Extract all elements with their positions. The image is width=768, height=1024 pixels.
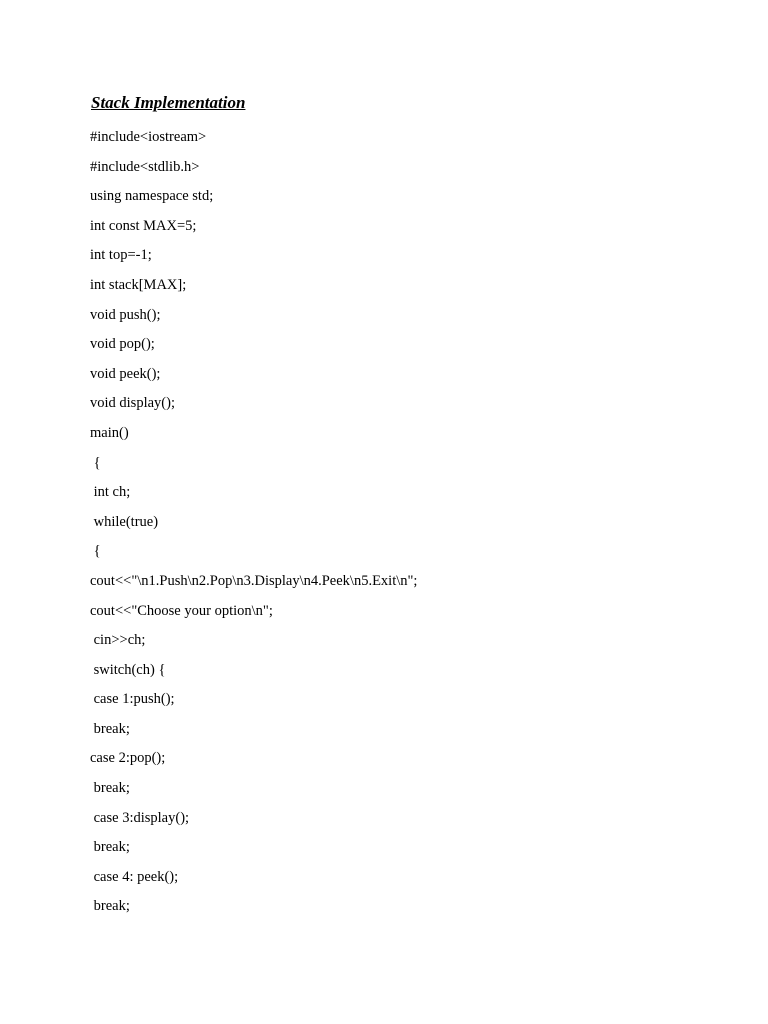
code-line: cout<<"\n1.Push\n2.Pop\n3.Display\n4.Peek\n5.Exit\n";: [90, 572, 418, 589]
document-title: Stack Implementation: [91, 93, 246, 112]
code-line: break;: [90, 898, 130, 915]
code-line: cout<<"Choose your option\n";: [90, 602, 273, 619]
code-line: break;: [90, 839, 130, 856]
code-line: void push();: [90, 306, 161, 323]
code-line: main(): [90, 424, 129, 441]
code-line: using namespace std;: [90, 188, 214, 205]
code-line: #include<iostream>: [90, 129, 207, 145]
code-line: case 4: peek();: [90, 868, 179, 885]
code-line: #include<stdlib.h>: [90, 158, 200, 175]
code-line: void display();: [90, 395, 175, 412]
code-line: while(true): [90, 513, 159, 530]
code-line: break;: [90, 780, 130, 797]
code-line: case 2:pop();: [90, 750, 166, 767]
code-line: int const MAX=5;: [90, 217, 197, 234]
code-line: void pop();: [90, 336, 155, 353]
code-line: switch(ch) {: [90, 661, 166, 678]
code-line: int top=-1;: [90, 247, 152, 264]
code-line: {: [90, 543, 101, 560]
code-listing: [90, 125, 417, 924]
code-line: break;: [90, 720, 130, 737]
code-line: int ch;: [90, 484, 131, 501]
code-line: {: [90, 454, 101, 471]
code-line: case 3:display();: [90, 809, 190, 826]
code-line: int stack[MAX];: [90, 276, 187, 293]
code-line: void peek();: [90, 365, 161, 382]
code-line: case 1:push();: [90, 691, 175, 708]
code-line: cin>>ch;: [90, 632, 146, 649]
